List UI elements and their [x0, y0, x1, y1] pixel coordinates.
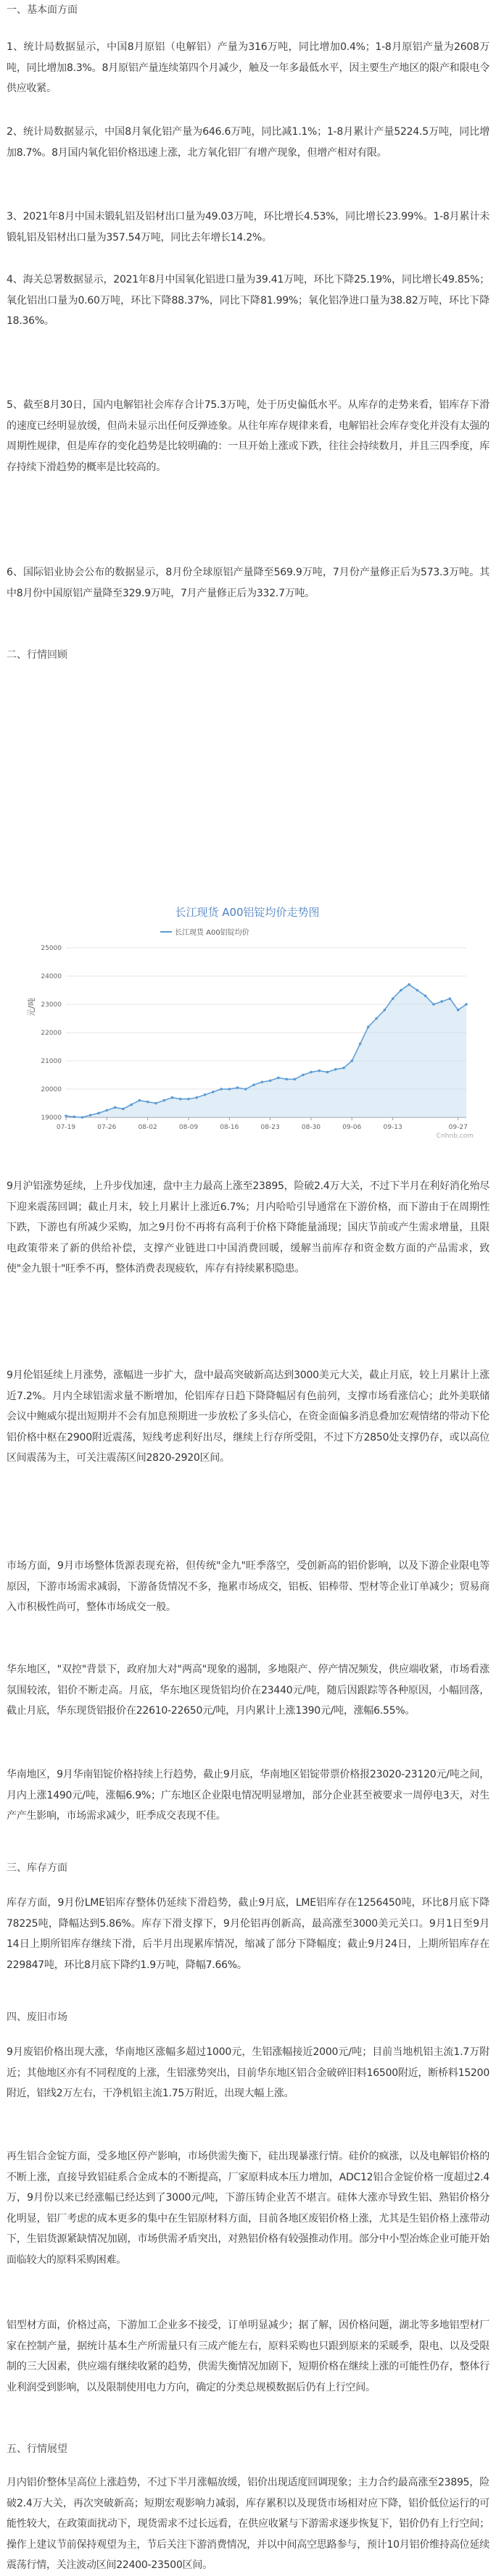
data-point	[416, 989, 419, 992]
data-point	[139, 1099, 141, 1102]
data-point	[212, 1091, 215, 1093]
y-tick-label: 25000	[41, 945, 62, 952]
y-tick-label: 23000	[41, 1001, 62, 1009]
data-point	[294, 1078, 297, 1081]
paragraph: 2、统计局数据显示，中国8月氧化铝产量为646.6万吨，同比减1.1%；1-8月累计产量5224.5万吨，同比增加8.7%。8月国内氧化铝价格迅速上涨，北方氧化铝厂有增产现象，但增产相对有限。	[7, 126, 489, 159]
data-point	[187, 1098, 190, 1101]
data-point	[400, 989, 402, 992]
watermark: Cnhnb.com	[436, 1133, 474, 1140]
data-point	[269, 1080, 272, 1083]
data-point	[350, 1059, 353, 1062]
data-point	[318, 1070, 321, 1072]
x-tick-label: 09-13	[383, 1124, 402, 1131]
x-tick-label: 09-27	[448, 1124, 468, 1131]
data-point	[130, 1104, 133, 1106]
x-tick-label: 07-19	[56, 1124, 76, 1131]
data-point	[440, 1000, 443, 1003]
section-title-outlook: 五、行情展望	[7, 2443, 67, 2455]
paragraph: 库存方面，9月份LME铝库存整体仍延续下滑趋势，截止9月底，LME铝库存在1256450吨，环比8月底下降78225吨，降幅达到5.86%。库存下滑支撑下，9月伦铝再创新高，最高涨至3000美元关口。9月1日至9月14日上期所铝库存继续下滑，后半月出现累库情况，缩减了部分下降幅度；截止9月24日，上期所铝库存在229847吨，环比8月底下降约1.9万吨，降幅7.66%。	[7, 1897, 489, 1971]
x-tick-label: 09-06	[342, 1124, 362, 1131]
data-point	[334, 1068, 337, 1071]
section-title-inventory: 三、库存方面	[7, 1862, 67, 1874]
paragraph: 铝型材方面，价格过高，下游加工企业多不接受，订单明显减少；据了解，因价格问题，湖北等多地铝型材厂家在控制产量，据统计基本生产所需量只有三成产能左右，原料采购也只跟到原来的采暖季，限电、以及受限制的三大因素，供应端有继续收紧的趋势，供需失衡情况加剧下，短期价格在继续上涨的可能性仍存，整体行业利润受到影响，以及限制使用电力方向，确定的分类总规模数据后仍有上行空间。	[7, 2319, 489, 2393]
data-point	[122, 1108, 125, 1111]
data-point	[89, 1114, 92, 1117]
data-point	[162, 1099, 165, 1102]
chart-title: 长江现货 A00铝锭均价走势图	[175, 906, 320, 919]
paragraph: 9月废铝价格出现大涨，华南地区涨幅多超过1000元，生铝涨幅接近2000元/吨；目前当地机铝主流1.7万附近；其他地区亦有不同程度的上涨，生铝涨势突出，目前华东地区铝合金破碎旧料16500附近，断桥料15200附近，铝线2万左右，干净机铝主流1.75万附近，出现大幅上涨。	[7, 2046, 489, 2100]
paragraph: 9月伦铝延续上月涨势，涨幅进一步扩大，盘中最高突破新高达到3000美元大关，截止月底，较上月累计上涨近7.2%。月内全球铝需求量不断增加，伦铝库存日趋下降降幅居有色前列，支撑市场看涨信心；此外美联储会议中鲍威尔提出短期并不会有加息预期进一步放松了多头信心，在资金面偏多消息叠加宏观情绪的带动下伦铝价格中枢在2900附近震荡，短线考虑利好出尽，继续上行存所受阻，不过下方2850处支撑仍存，或以高位区间震荡为主，可关注震荡区间2820-2920区间。	[7, 1370, 489, 1464]
data-point	[204, 1093, 207, 1096]
data-point	[457, 1009, 460, 1012]
data-point	[326, 1071, 329, 1074]
y-tick-label: 24000	[41, 973, 62, 980]
section-title-scrap-market: 四、废旧市场	[7, 2012, 67, 2023]
data-point	[179, 1098, 182, 1101]
data-point	[302, 1074, 305, 1077]
data-point	[367, 1025, 370, 1028]
paragraph: 华东地区，"双控"背景下，政府加大对"两高"现象的遏制，多地限产、停产情况频发，供应端收紧，市场看涨氛围较浓，铝价不断走高。月底，华东地区现货铝均价在23440元/吨，随后因跟踪等各种原因，小幅回落，截止月底，华东现货铝报价在22610-22650元/吨，月内累计上涨1390元/吨，涨幅6.55%。	[7, 1664, 489, 1717]
data-point	[146, 1101, 149, 1104]
paragraph: 3、2021年8月中国未锻轧铝及铝材出口量为49.03万吨，环比增长4.53%，同比增长23.99%。1-8月累计未锻轧铝及铝材出口量为357.54万吨，同比去年增长14.2%。	[7, 211, 489, 243]
section-title-market-review: 二、行情回顾	[7, 649, 67, 661]
x-ticks	[57, 1117, 468, 1131]
y-tick-label: 22000	[41, 1030, 62, 1037]
price-chart-svg	[15, 884, 479, 1152]
paragraph: 4、海关总署数据显示，2021年8月中国氧化铝进口量为39.41万吨，环比下降25.19%，同比增长49.85%；氧化铝出口量为0.60万吨，环比下降88.37%，同比下降81.99%；氧化铝净进口量为38.82万吨，环比下降18.36%。	[7, 274, 489, 328]
data-point	[261, 1080, 264, 1083]
data-point	[114, 1106, 117, 1109]
data-point	[465, 1003, 468, 1006]
data-point	[236, 1086, 239, 1089]
x-tick-label: 08-23	[260, 1124, 280, 1131]
y-axis-label: 元/吨	[27, 998, 36, 1017]
y-tick-label: 19000	[41, 1114, 62, 1122]
section-title-fundamentals: 一、基本面方面	[7, 4, 78, 16]
x-tick-label: 08-30	[301, 1124, 321, 1131]
data-point	[171, 1096, 174, 1099]
y-tick-label: 21000	[41, 1058, 62, 1065]
paragraph: 再生铝合金锭方面，受多地区停产影响，市场供需失衡下，硅出现暴涨行情。硅价的疯涨，以及电解铝价格的不断上涨，直接导致铝硅系合金成本的不断提高，厂家原料成本压力增加，ADC12铝合金锭价格一度超过2.4万，9月份以来已经涨幅已经达到了3000元/吨，下游压铸企业苦不堪言。硅体大涨亦导致生铝、熟铝价格分化明显，铝厂考虑的成本更多的集中在生铝原材料方面，目前各地区废铝价格上涨，尤其是生铝价格上涨带动下，生铝货源紧缺情况加剧，市场供需矛盾突出，对熟铝价格有较强推动作用。部分中小型冶炼企业可能开始面临较大的原料采购困难。	[7, 2151, 489, 2266]
legend-label: 长江现货 A00铝锭均价	[175, 929, 249, 937]
data-point	[285, 1078, 288, 1081]
paragraph: 月内铝价整体呈高位上涨趋势，不过下半月涨幅放缓，铝价出现适度回调现象；主力合约最高涨至23895，险破2.4万大关，再次突破新高；短期宏观影响力减弱，库存累积以及现货市场相对应下降，铝价低位运行的可能性较大，在政策面扰动下，现货需求不过长远看，在供应收紧与下游需求逐步恢复下，铝价仍有上行空间；操作上建议节前保持观望为主，节后关注下游消费情况，并以中间高空思路参与，预计10月铝价维持高位延续震荡行情，关注波动区间22400-23500区间。	[7, 2477, 489, 2572]
data-point	[392, 997, 394, 1000]
data-point	[154, 1102, 157, 1105]
data-point	[342, 1067, 345, 1070]
data-point	[106, 1109, 109, 1112]
data-point	[384, 1009, 387, 1012]
paragraph: 华南地区，9月华南铝锭价格持续上行趋势，截止9月底，华南地区铝锭带票价格报23020-23120元/吨之间，月内上涨1490元/吨，涨幅6.9%；广东地区企业限电情况明显增加，部分企业甚至被要求一周停电3天，对生产产生影响，市场需求减少，旺季成交表现不佳。	[7, 1769, 489, 1822]
data-point	[65, 1114, 67, 1117]
data-point	[375, 1017, 378, 1020]
data-point	[220, 1088, 223, 1091]
data-point	[228, 1088, 231, 1091]
data-point	[424, 995, 427, 998]
paragraph: 6、国际铝业协会公布的数据显示，8月份全球原铝产量降至569.9万吨，7月份产量修正后为573.3万吨。其中8月份中国原铝产量降至329.9万吨，7月产量修正后为332.7万吨。	[7, 567, 489, 599]
data-point	[97, 1112, 100, 1114]
data-point	[81, 1116, 84, 1119]
paragraph: 9月沪铝涨势延续，上升步伐加速，盘中主力最高上涨至23895，险破2.4万大关，不过下半月在利好消化殆尽下迎来震荡回调；截止月末，较上月累计上涨近6.7%；月内哈哈引导通常在下游价格，而下游由于在周期性下跌，下游也有所减少采购，加之9月份不再将有高利于价格下降能量涌现；国庆节前或产生需求增量，且限电政策带来了新的供给补偿，支撑产业链进口中国消费回暖，缓解当前库存和资金数方面的产品需求，致使"金九银十"旺季不再，整体消费表现疲软，库存有持续累积隐患。	[7, 1180, 489, 1275]
price-chart	[15, 884, 479, 1152]
data-point	[252, 1083, 255, 1086]
y-tick-label: 20000	[41, 1086, 62, 1093]
data-point	[244, 1088, 247, 1091]
y-ticks	[41, 945, 62, 1122]
paragraph: 市场方面，9月市场整体货源表现充裕，但传统"金九"旺季落空，受创新高的铝价影响，以及下游企业限电等原因，下游市场需求减弱，下游备货情况不多，拖累市场成交，铝板、铝棒带、型材等企业订单减少；贸易商入市积极性尚可，整体市场成交一般。	[7, 1560, 489, 1614]
data-point	[359, 1043, 362, 1046]
data-point	[432, 1003, 435, 1006]
data-point	[195, 1096, 198, 1099]
x-tick-label: 08-02	[138, 1124, 157, 1131]
x-tick-label: 08-16	[220, 1124, 239, 1131]
data-point	[277, 1077, 280, 1080]
paragraph: 5、截至8月30日，国内电解铝社会库存合计75.3万吨，处于历史偏低水平。从库存的走势来看，铝库存下滑的速度已经明显放缓，但尚未显示出任何反弹迹象。从往年库存规律来看，电解铝社会库存变化并没有太强的周期性规律，但是库存的变化趋势是比较明确的：一旦开始上涨或下跌，往往会持续数月，并且三四季度，库存持续下滑趋势的概率是比较高的。	[7, 399, 489, 473]
data-point	[408, 983, 410, 986]
data-point	[449, 997, 452, 1000]
data-point	[73, 1115, 75, 1118]
paragraph: 1、统计局数据显示，中国8月原铝（电解铝）产量为316万吨，同比增加0.4%；1-8月原铝产量为2608万吨，同比增加8.3%。8月原铝产量连续第四个月减少，触及一年多最低水平，因主要生产地区的限产和限电令供应收紧。	[7, 41, 489, 95]
x-tick-label: 08-09	[178, 1124, 199, 1131]
data-point	[310, 1071, 313, 1074]
x-tick-label: 07-26	[97, 1124, 117, 1131]
